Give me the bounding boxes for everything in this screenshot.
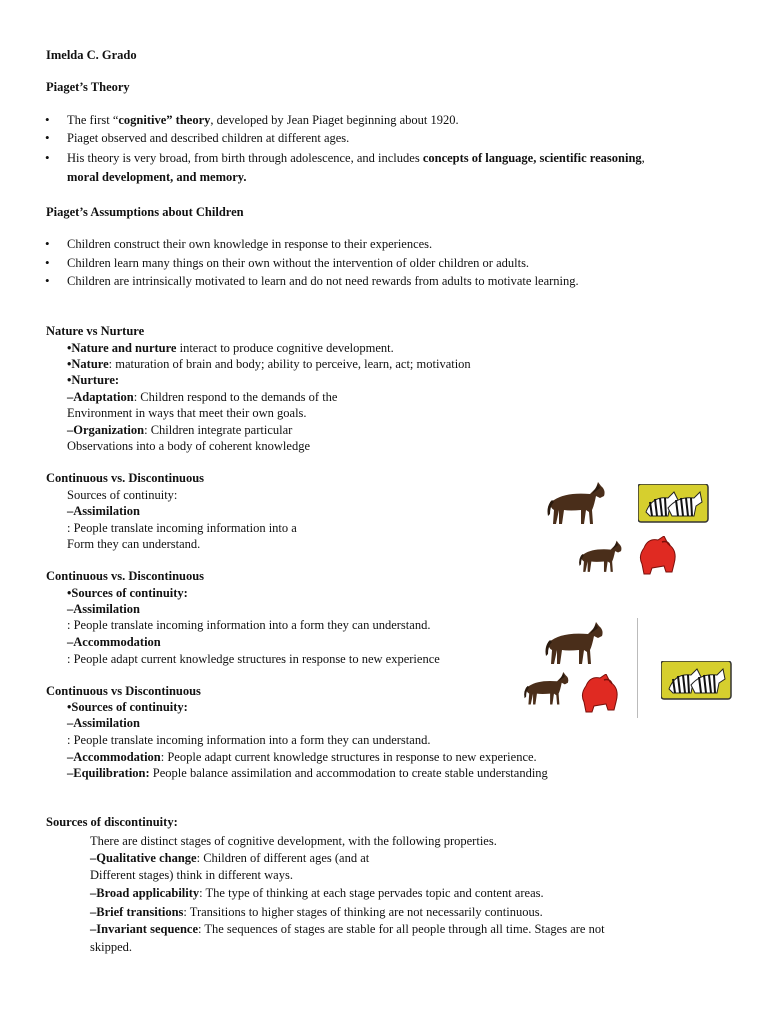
text-line: Sources of continuity:: [67, 488, 178, 502]
text-line: Observations into a body of coherent knowledge: [67, 439, 310, 453]
author-name: Imelda C. Grado: [46, 48, 137, 62]
text-line: –Assimilation: [67, 602, 140, 616]
text-line: –Accommodation: People adapt current knowledge structures in response to new experience.: [67, 750, 537, 764]
horse-icon: [544, 620, 606, 668]
dark-horse-icon: [523, 664, 571, 714]
section-title-continuous-3: Continuous vs Discontinuous: [46, 684, 201, 698]
text-line: Different stages) think in different ways.: [90, 868, 293, 882]
zebras-icon: [638, 484, 710, 524]
text-line: •Nurture:: [67, 373, 120, 387]
text-line: Environment in ways that meet their own goals.: [67, 406, 307, 420]
text-line: : People adapt current knowledge structures in response to new experience: [67, 652, 440, 666]
text-line: –Equilibration: People balance assimilation and accommodation to create stable understanding: [67, 766, 548, 780]
text-line: –Assimilation: [67, 716, 140, 730]
zebras-icon: [661, 661, 733, 701]
section-title-continuous-1: Continuous vs. Discontinuous: [46, 471, 205, 485]
section-title-assumptions: Piaget’s Assumptions about Children: [46, 205, 244, 219]
list-item-continuation: moral development, and memory.: [67, 170, 247, 184]
text-line: –Brief transitions: Transitions to higher stages of thinking are not necessarily continuous.: [90, 905, 543, 919]
list-item: • His theory is very broad, from birth through adolescence, and includes concepts of language, scientific reasoning,: [67, 150, 645, 166]
text-line: •Nature: maturation of brain and body; ability to perceive, learn, act; motivation: [67, 357, 471, 371]
section-title-nature-nurture: Nature vs Nurture: [46, 324, 145, 338]
list-item: • Children learn many things on their own without the intervention of older children or adults.: [67, 255, 529, 271]
section-title-piaget-theory: Piaget’s Theory: [46, 80, 130, 94]
text-line: : People translate incoming information into a form they can understand.: [67, 733, 431, 747]
list-item: • The first “cognitive” theory, developed by Jean Piaget beginning about 1920.: [67, 112, 459, 128]
text-line: Form they can understand.: [67, 537, 201, 551]
section-title-discontinuity: Sources of discontinuity:: [46, 815, 178, 829]
text-line: –Accommodation: [67, 635, 161, 649]
dark-horse-icon: [578, 534, 624, 580]
text-line: –Adaptation: Children respond to the demands of the: [67, 390, 338, 404]
list-item: • Children are intrinsically motivated to learn and do not need rewards from adults to motivate learning.: [67, 273, 579, 289]
text-line: –Broad applicability: The type of thinking at each stage pervades topic and content areas.: [90, 886, 544, 900]
red-blob-icon: [638, 536, 680, 576]
list-item: • Piaget observed and described children at different ages.: [67, 130, 349, 146]
red-blob-icon: [580, 674, 622, 714]
list-item: • Children construct their own knowledge in response to their experiences.: [67, 236, 432, 252]
text-line: •Nature and nurture interact to produce cognitive development.: [67, 341, 394, 355]
text-line: –Organization: Children integrate particular: [67, 423, 293, 437]
text-line: : People translate incoming information into a form they can understand.: [67, 618, 431, 632]
horse-icon: [546, 480, 608, 528]
text-line: –Invariant sequence: The sequences of stages are stable for all people through all time. Stages are not: [90, 922, 605, 936]
text-line: –Assimilation: [67, 504, 140, 518]
text-line: •Sources of continuity:: [67, 586, 188, 600]
text-line: skipped.: [90, 940, 133, 954]
text-line: There are distinct stages of cognitive development, with the following properties.: [90, 834, 497, 848]
text-line: –Qualitative change: Children of different ages (and at: [90, 851, 370, 865]
text-line: •Sources of continuity:: [67, 700, 188, 714]
divider: [637, 618, 638, 718]
section-title-continuous-2: Continuous vs. Discontinuous: [46, 569, 205, 583]
text-line: : People translate incoming information into a: [67, 521, 297, 535]
